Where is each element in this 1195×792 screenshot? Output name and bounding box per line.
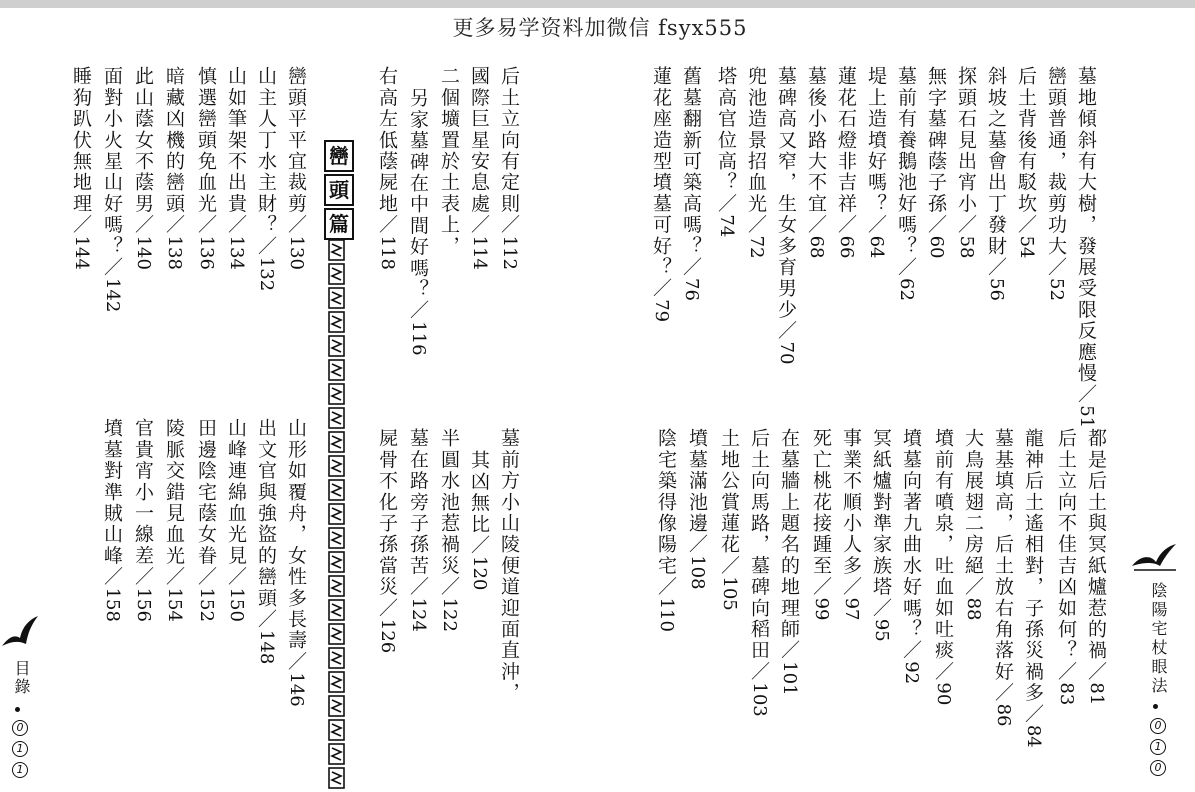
- toc-entry-page: 97: [841, 597, 862, 621]
- toc-entry: [840, 428, 862, 621]
- toc-entry-title: 墓前有養鵝池好嗎？／: [895, 66, 917, 278]
- toc-entry: [805, 66, 827, 259]
- toc-entry-title: 墳前有噴泉，吐血如吐痰／: [932, 428, 954, 683]
- toc-entry: [132, 66, 154, 270]
- toc-entry-title: 墓碑高又窄，生女多育男少／: [775, 66, 797, 342]
- toc-entry-page: 68: [806, 235, 827, 259]
- toc-entry: [992, 428, 1014, 727]
- toc-entry-page: 105: [719, 576, 740, 611]
- toc-entry-page: 114: [469, 235, 490, 270]
- toc-entry: [810, 428, 832, 621]
- toc-entry-page: 126: [377, 618, 398, 654]
- toc-entry: [680, 66, 702, 301]
- toc-entry: [195, 66, 217, 270]
- toc-entry-page: 83: [1056, 682, 1077, 706]
- toc-entry: [438, 428, 460, 632]
- toc-entry-page: 124: [408, 597, 429, 632]
- toc-entry-page: 58: [956, 235, 977, 259]
- toc-entry: [498, 428, 520, 704]
- toc-entry-page: 70: [776, 341, 797, 365]
- toc-entry-page: 66: [836, 235, 857, 259]
- toc-entry-page: 156: [133, 587, 154, 622]
- toc-entry-page: 122: [439, 597, 460, 632]
- toc-entry: [1045, 66, 1067, 301]
- toc-entry-page: 103: [749, 682, 770, 717]
- toc-entry-page: 76: [681, 278, 702, 301]
- toc-entry-title: 山峰連綿血光見／: [225, 418, 247, 588]
- toc-entry-page: 118: [377, 235, 398, 270]
- toc-entry-title: 睡狗趴伏無地理／: [70, 66, 92, 236]
- toc-entry-page: 116: [408, 321, 429, 356]
- toc-entry-page: 130: [286, 235, 307, 270]
- toc-entry-page: 90: [933, 682, 954, 706]
- toc-entry: [778, 428, 800, 696]
- toc-entry-page: 72: [746, 235, 767, 259]
- toc-entry-title: 都是后土與冥紙爐惹的禍／: [1085, 428, 1107, 683]
- toc-entry: [985, 66, 1007, 301]
- toc-entry-page: 154: [164, 587, 185, 622]
- toc-entry-title: 斜坡之墓會出丁發財／: [985, 66, 1007, 278]
- toc-entry-title: 蓮花石燈非吉祥／: [835, 66, 857, 236]
- toc-entry-page: 86: [993, 703, 1014, 727]
- toc-entry-page: 84: [1023, 724, 1044, 748]
- toc-entry-title: 土地公賞蓮花／: [718, 428, 740, 577]
- toc-entry-title: 龍神后土遙相對，子孫災禍多／: [1022, 428, 1044, 725]
- toc-entry: [255, 418, 277, 664]
- toc-entry-page: 134: [226, 235, 247, 270]
- toc-entry-page: 148: [256, 630, 277, 665]
- toc-entry-page: 54: [1016, 235, 1037, 259]
- toc-entry: [407, 88, 429, 356]
- toc-entry: [132, 418, 154, 622]
- page-number-left: [12, 720, 28, 783]
- toc-entry-page: 62: [896, 278, 917, 301]
- toc-entry-title: 塔高官位高？／: [715, 66, 737, 215]
- toc-entry-page: 112: [499, 235, 520, 270]
- toc-entry-title: 墓地傾斜有大樹，發展受限反應慢／: [1075, 66, 1097, 406]
- toc-entry-title: 墓基填高，后土放右角落好／: [992, 428, 1014, 704]
- bird-logo-icon: [0, 612, 40, 652]
- toc-entry-page: 64: [866, 235, 887, 259]
- toc-entry-title: 官貴宵小一線差／: [132, 418, 154, 588]
- toc-entry-page: 79: [651, 299, 672, 323]
- toc-entry-page: 51: [1076, 405, 1097, 429]
- toc-entry: [835, 66, 857, 259]
- toc-entry-title: 兜池造景招血光／: [745, 66, 767, 236]
- toc-entry: [962, 428, 984, 621]
- section-title-char: 頭: [324, 174, 354, 206]
- toc-entry-title: 半圓水池惹禍災／: [438, 428, 460, 598]
- separator-dot: [15, 707, 20, 712]
- toc-entry: [163, 66, 185, 270]
- toc-entry-page: 146: [286, 672, 307, 707]
- toc-entry-page: 52: [1046, 278, 1067, 301]
- toc-entry-title: 陵脈交錯見血光／: [163, 418, 185, 588]
- toc-entry: [715, 66, 737, 237]
- section-title-char: 篇: [324, 208, 354, 240]
- toc-entry-page: 108: [687, 555, 708, 590]
- book-title: 陰陽宅杖眼法: [1149, 582, 1168, 696]
- toc-entry-title: 后土背後有駁坎／: [1015, 66, 1037, 236]
- toc-entry-title: 舊墓翻新可築高嗎？／: [680, 66, 702, 278]
- toc-entry: [225, 66, 247, 270]
- toc-entry: [745, 66, 767, 259]
- page-digit: 0: [12, 720, 28, 736]
- toc-entry-title: 出文官與強盜的巒頭／: [255, 418, 277, 630]
- toc-entry: [932, 428, 954, 705]
- toc-entry-title: 冥紙爐對準家族塔／: [870, 428, 892, 619]
- toc-entry-page: 158: [102, 587, 123, 622]
- toc-entry: [407, 428, 429, 632]
- toc-entry: [650, 66, 672, 322]
- toc-entry: [655, 428, 677, 632]
- toc-entry-title: 面對小火星山好嗎？／: [101, 66, 123, 278]
- toc-entry-title: 山如筆架不出貴／: [225, 66, 247, 236]
- toc-entry-title: 蓮花座造型墳墓可好？／: [650, 66, 672, 300]
- toc-entry-page: 138: [164, 235, 185, 270]
- toc-entry: [865, 66, 887, 259]
- toc-entry-title: 國際巨星安息處／: [468, 66, 490, 236]
- toc-entry-page: 101: [779, 661, 800, 696]
- toc-entry-title: 暗藏凶機的巒頭／: [163, 66, 185, 236]
- toc-entry-page: 95: [871, 618, 892, 642]
- toc-entry-title: 墳墓向著九曲水好嗎？／: [900, 428, 922, 662]
- toc-entry: [225, 418, 247, 622]
- toc-entry: [195, 418, 217, 622]
- toc-entry-page: 92: [901, 661, 922, 685]
- toc-entry-title: 陰宅築得像陽宅／: [655, 428, 677, 598]
- section-title: [322, 140, 354, 242]
- toc-entry: [955, 66, 977, 259]
- toc-entry: [1085, 428, 1107, 705]
- toc-entry-page: 81: [1086, 682, 1107, 706]
- toc-entry-page: 136: [196, 235, 217, 270]
- ornamental-divider: [327, 238, 347, 790]
- toc-entry-title: 山形如覆舟，女性多長壽／: [285, 418, 307, 673]
- toc-entry: [498, 66, 520, 270]
- toc-entry-title: 田邊陰宅蔭女眷／: [195, 418, 217, 588]
- toc-entry-page: 88: [963, 597, 984, 621]
- toc-entry-page: 99: [811, 597, 832, 621]
- toc-entry-title: 墳墓對準賊山峰／: [101, 418, 123, 588]
- page-digit: 0: [1150, 760, 1166, 776]
- toc-entry-title: 事業不順小人多／: [840, 428, 862, 598]
- toc-entry: [376, 428, 398, 653]
- toc-entry-title: 屍骨不化子孫當災／: [376, 428, 398, 619]
- toc-entry: [718, 428, 740, 611]
- toc-entry-title: 巒頭平平宜裁剪／: [285, 66, 307, 236]
- toc-entry-title: 墓在路旁子孫苦／: [407, 428, 429, 598]
- toc-entry-title: 慎選巒頭免血光／: [195, 66, 217, 236]
- toc-entry: [895, 66, 917, 301]
- toc-entry: [1075, 66, 1097, 428]
- toc-entry-page: 132: [256, 256, 277, 292]
- page-digit: 1: [1150, 739, 1166, 755]
- toc-entry: [285, 66, 307, 270]
- separator-dot: [1153, 704, 1158, 709]
- toc-entry-title: 大鳥展翅二房絕／: [962, 428, 984, 598]
- toc-entry-page: 152: [196, 587, 217, 622]
- page-digit: 1: [12, 741, 28, 757]
- toc-entry: [468, 66, 490, 270]
- toc-entry: [468, 450, 490, 590]
- toc-entry-page: 60: [926, 235, 947, 259]
- toc-entry-title: 后土立向不佳吉凶如何？／: [1055, 428, 1077, 683]
- toc-entry-page: 142: [102, 278, 123, 313]
- toc-entry: [70, 66, 92, 270]
- toc-entry-title: 其凶無比／: [468, 450, 490, 556]
- toc-entry-title: 墳墓滿池邊／: [686, 428, 708, 556]
- toc-entry: [1022, 428, 1044, 748]
- toc-entry-page: 144: [71, 235, 92, 270]
- toc-entry-page: 120: [469, 556, 490, 591]
- toc-entry-title: 另家墓碑在中間好嗎？／: [407, 88, 429, 322]
- toc-entry: [900, 428, 922, 684]
- catalog-label: 目錄: [12, 660, 31, 696]
- toc-entry-title: 墓後小路大不宜／: [805, 66, 827, 236]
- toc-entry-page: 110: [656, 597, 677, 632]
- toc-entry-title: 巒頭普通，裁剪功大／: [1045, 66, 1067, 278]
- toc-entry-title: 在墓牆上題名的地理師／: [778, 428, 800, 662]
- toc-entry-title: 探頭石見出宵小／: [955, 66, 977, 236]
- toc-entry-title: 山主人丁水主財？／: [255, 66, 277, 257]
- toc-entry-title: 右高左低蔭屍地／: [376, 66, 398, 236]
- toc-entry-page: 74: [716, 214, 737, 238]
- toc-entry-page: 56: [986, 278, 1007, 301]
- section-title-char: 巒: [324, 140, 354, 172]
- toc-entry: [775, 66, 797, 365]
- toc-entry-title: 墓前方小山陵便道迎面直沖，: [498, 428, 520, 704]
- toc-entry: [686, 428, 708, 590]
- toc-entry: [285, 418, 307, 707]
- toc-entry-title: 后土立向有定則／: [498, 66, 520, 236]
- toc-entry-title: 死亡桃花接踵至／: [810, 428, 832, 598]
- page-digit: 1: [12, 762, 28, 778]
- toc-entry: [376, 66, 398, 270]
- toc-entry-page: 150: [226, 587, 247, 622]
- toc-entry-title: 此山蔭女不蔭男／: [132, 66, 154, 236]
- toc-entry-title: 無字墓碑蔭子孫／: [925, 66, 947, 236]
- toc-entry: [101, 418, 123, 622]
- toc-entry-title: 二個壙置於土表上，: [438, 66, 460, 257]
- toc-entry: [163, 418, 185, 622]
- toc-entry-title: 堤上造墳好嗎？／: [865, 66, 887, 236]
- page-number-right: [1150, 718, 1166, 781]
- toc-entry: [1015, 66, 1037, 259]
- toc-entry: [101, 66, 123, 312]
- top-bar: [0, 0, 1195, 8]
- page-header: 更多易学资料加微信 fsyx555: [452, 16, 748, 40]
- page-digit: 0: [1150, 718, 1166, 734]
- toc-entry: [748, 428, 770, 717]
- toc-entry: [255, 66, 277, 291]
- toc-entry-title: 后土向馬路，墓碑向稻田／: [748, 428, 770, 683]
- toc-entry: [438, 66, 460, 257]
- toc-entry: [870, 428, 892, 642]
- toc-entry: [1055, 428, 1077, 705]
- toc-entry: [925, 66, 947, 259]
- bird-logo-icon: [1130, 540, 1178, 572]
- toc-entry-page: 140: [133, 235, 154, 270]
